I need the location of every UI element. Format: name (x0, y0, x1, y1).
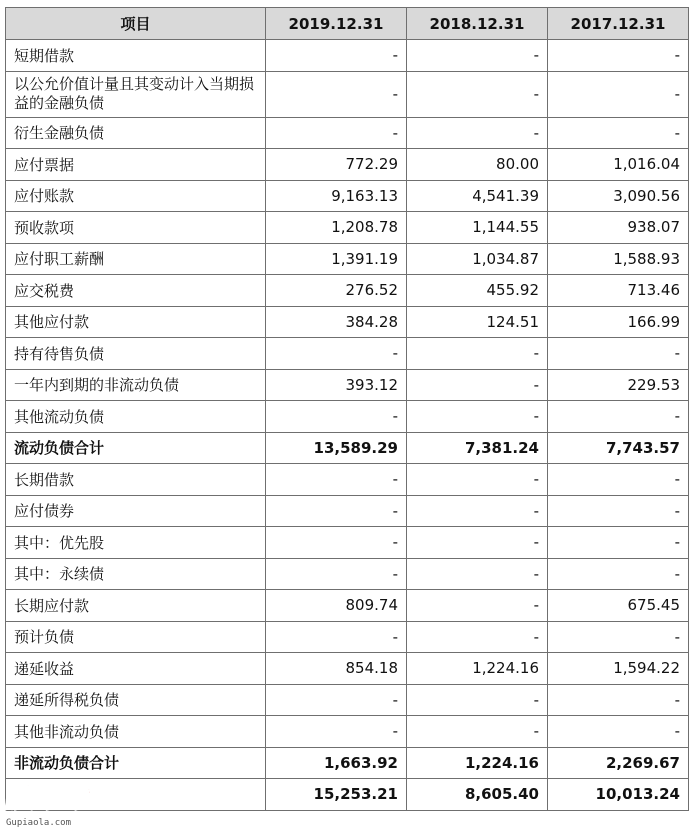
row-label: 其他应付款 (6, 306, 266, 338)
value-cell: 938.07 (548, 212, 689, 244)
table-header-row (6, 8, 689, 40)
value-cell: 455.92 (407, 275, 548, 307)
table-row (6, 40, 689, 72)
table-row (6, 117, 689, 149)
value-cell: - (407, 401, 548, 433)
table-row (6, 180, 689, 212)
value-cell: - (548, 401, 689, 433)
value-cell: 1,034.87 (407, 243, 548, 275)
value-cell: - (548, 495, 689, 527)
row-label: 以公允价值计量且其变动计入当期损益的金融负债 (6, 71, 266, 117)
value-cell: 4,541.39 (407, 180, 548, 212)
table-row (6, 653, 689, 685)
row-label: 其中：永续债 (6, 558, 266, 590)
watermark-text: 股票啦 (4, 780, 94, 815)
value-cell: 1,016.04 (548, 149, 689, 181)
table-row (6, 432, 689, 464)
value-cell: - (548, 716, 689, 748)
row-label: 持有待售负债 (6, 338, 266, 370)
table-row (6, 275, 689, 307)
value-cell: - (407, 495, 548, 527)
value-cell: 772.29 (266, 149, 407, 181)
value-cell: - (266, 558, 407, 590)
value-cell: - (548, 338, 689, 370)
table-row (6, 464, 689, 496)
value-cell: 9,163.13 (266, 180, 407, 212)
value-cell: - (266, 621, 407, 653)
value-cell: - (266, 338, 407, 370)
row-label: 应交税费 (6, 275, 266, 307)
table-row (6, 338, 689, 370)
row-label: 其中：优先股 (6, 527, 266, 559)
value-cell: 7,381.24 (407, 432, 548, 464)
value-cell: - (266, 401, 407, 433)
value-cell: - (548, 71, 689, 117)
value-cell: - (266, 71, 407, 117)
row-label: 递延所得税负债 (6, 684, 266, 716)
watermark-url: Gupiaola.com (6, 818, 72, 828)
value-cell: - (266, 527, 407, 559)
value-cell: - (407, 621, 548, 653)
value-cell: 229.53 (548, 369, 689, 401)
site-watermark-logo (2, 773, 122, 831)
value-cell: 1,588.93 (548, 243, 689, 275)
value-cell: 3,090.56 (548, 180, 689, 212)
value-cell: - (407, 71, 548, 117)
table-row (6, 401, 689, 433)
value-cell: - (548, 621, 689, 653)
value-cell: 276.52 (266, 275, 407, 307)
table-row (6, 621, 689, 653)
row-label: 应付票据 (6, 149, 266, 181)
value-cell: - (548, 464, 689, 496)
header-item: 项目 (6, 8, 266, 40)
row-label: 其他流动负债 (6, 401, 266, 433)
header-2018: 2018.12.31 (407, 8, 548, 40)
value-cell: - (407, 590, 548, 622)
value-cell: - (407, 464, 548, 496)
table-body (6, 40, 689, 811)
table-row (6, 369, 689, 401)
liabilities-table (5, 7, 689, 811)
value-cell: 124.51 (407, 306, 548, 338)
row-label: 长期借款 (6, 464, 266, 496)
value-cell: - (407, 369, 548, 401)
value-cell: - (407, 527, 548, 559)
table-row (6, 684, 689, 716)
row-label: 流动负债合计 (6, 432, 266, 464)
row-label: 衍生金融负债 (6, 117, 266, 149)
value-cell: 1,224.16 (407, 653, 548, 685)
table-row (6, 495, 689, 527)
value-cell: - (266, 495, 407, 527)
value-cell: - (407, 338, 548, 370)
table-row (6, 590, 689, 622)
value-cell: - (548, 527, 689, 559)
row-label: 预计负债 (6, 621, 266, 653)
value-cell: - (407, 40, 548, 72)
value-cell: - (548, 558, 689, 590)
value-cell: - (548, 40, 689, 72)
row-label: 一年内到期的非流动负债 (6, 369, 266, 401)
row-label: 其他非流动负债 (6, 716, 266, 748)
value-cell: - (407, 684, 548, 716)
row-label: 非流动负债合计 (6, 747, 266, 779)
value-cell: 713.46 (548, 275, 689, 307)
row-label: 长期应付款 (6, 590, 266, 622)
table-row (6, 243, 689, 275)
value-cell: 1,391.19 (266, 243, 407, 275)
value-cell: 15,253.21 (266, 779, 407, 811)
value-cell: - (266, 684, 407, 716)
row-label: 预收款项 (6, 212, 266, 244)
value-cell: 1,208.78 (266, 212, 407, 244)
table-row (6, 716, 689, 748)
value-cell: 13,589.29 (266, 432, 407, 464)
row-label: 递延收益 (6, 653, 266, 685)
value-cell: 8,605.40 (407, 779, 548, 811)
table-row (6, 149, 689, 181)
header-2017: 2017.12.31 (548, 8, 689, 40)
value-cell: 1,144.55 (407, 212, 548, 244)
value-cell: - (266, 117, 407, 149)
row-label: 应付账款 (6, 180, 266, 212)
value-cell: 675.45 (548, 590, 689, 622)
header-2019: 2019.12.31 (266, 8, 407, 40)
value-cell: - (266, 40, 407, 72)
table-row (6, 527, 689, 559)
value-cell: - (407, 716, 548, 748)
value-cell: 2,269.67 (548, 747, 689, 779)
value-cell: 1,594.22 (548, 653, 689, 685)
table-row (6, 558, 689, 590)
value-cell: 384.28 (266, 306, 407, 338)
table-row (6, 71, 689, 117)
value-cell: - (407, 117, 548, 149)
value-cell: 393.12 (266, 369, 407, 401)
value-cell: - (548, 684, 689, 716)
table-row (6, 212, 689, 244)
value-cell: - (266, 716, 407, 748)
table-row (6, 306, 689, 338)
value-cell: 80.00 (407, 149, 548, 181)
value-cell: 166.99 (548, 306, 689, 338)
row-label: 应付职工薪酬 (6, 243, 266, 275)
value-cell: 1,224.16 (407, 747, 548, 779)
value-cell: 854.18 (266, 653, 407, 685)
value-cell: 1,663.92 (266, 747, 407, 779)
row-label: 短期借款 (6, 40, 266, 72)
value-cell: - (266, 464, 407, 496)
value-cell: - (548, 117, 689, 149)
value-cell: 809.74 (266, 590, 407, 622)
value-cell: 7,743.57 (548, 432, 689, 464)
value-cell: 10,013.24 (548, 779, 689, 811)
row-label: 应付债券 (6, 495, 266, 527)
value-cell: - (407, 558, 548, 590)
